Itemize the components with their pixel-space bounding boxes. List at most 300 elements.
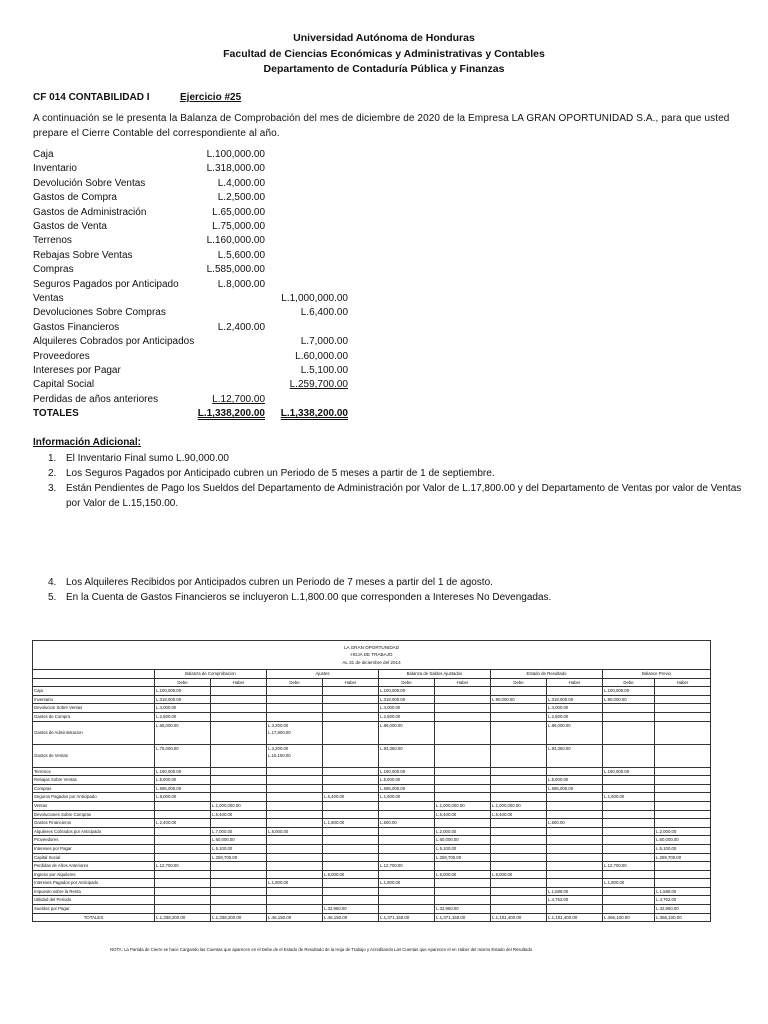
worksheet-amount: L.585,000.00: [379, 784, 435, 793]
worksheet-amount: L.60,000.00: [435, 836, 491, 845]
worksheet-amount: L.12,700.00: [603, 862, 655, 871]
worksheet-amount: [379, 853, 435, 862]
worksheet-amount: [547, 836, 603, 845]
worksheet-amount: [547, 801, 603, 810]
worksheet-total-amount: L.366,100.00: [655, 913, 711, 922]
worksheet-amount: [491, 712, 547, 721]
worksheet-amount: [655, 721, 711, 744]
worksheet-amount: [323, 767, 379, 776]
worksheet-amount: [547, 810, 603, 819]
worksheet-account: Capital Social: [33, 853, 155, 862]
worksheet-row: [33, 836, 711, 845]
worksheet-amount: [323, 704, 379, 713]
worksheet-amount: [211, 784, 267, 793]
worksheet-subheader: Debe: [603, 678, 655, 687]
debit-amount: L.8,000.00: [217, 278, 265, 290]
worksheet-group-header: Ajustes: [267, 670, 379, 679]
worksheet-amount: [379, 827, 435, 836]
totals-label: TOTALES: [33, 408, 79, 420]
account-name: Caja: [33, 149, 54, 160]
info-number: 1.: [48, 453, 57, 464]
worksheet-subheader: Debe: [155, 678, 211, 687]
worksheet-amount: [211, 695, 267, 704]
worksheet-amount: [655, 793, 711, 802]
worksheet-account: Utilidad del Periodo: [33, 896, 155, 905]
worksheet-group-header: Balance Previo: [603, 670, 711, 679]
worksheet-amount: [603, 905, 655, 914]
worksheet-amount: [155, 905, 211, 914]
worksheet-amount: [655, 712, 711, 721]
additional-info-title: Información Adicional:: [33, 437, 141, 448]
worksheet-corner: [33, 678, 155, 687]
worksheet-amount: L.2,000.00: [435, 827, 491, 836]
worksheet-row: [33, 862, 711, 871]
worksheet-amount: [603, 784, 655, 793]
balance-row: [33, 264, 363, 278]
worksheet-amount: [267, 819, 323, 828]
worksheet-amount: [491, 819, 547, 828]
worksheet-amount: [435, 819, 491, 828]
worksheet-amount: [155, 870, 211, 879]
worksheet-amount: L.2,400.00: [155, 819, 211, 828]
balance-row: [33, 394, 363, 408]
info-text: En la Cuenta de Gastos Financieros se incluyeron L.1,800.00 que corresponden a Intereses No Devengadas.: [66, 592, 552, 603]
credit-amount: L.7,000.00: [300, 336, 348, 348]
worksheet-amount: L.318,000.00: [155, 695, 211, 704]
worksheet-amount: [267, 695, 323, 704]
worksheet-amount: [655, 784, 711, 793]
worksheet-amount: [547, 862, 603, 871]
worksheet-amount: L.160,000.00: [155, 767, 211, 776]
worksheet-amount: L.5,600.00: [547, 776, 603, 785]
worksheet-amount: [211, 870, 267, 879]
worksheet-amount: L.6,400.00: [323, 793, 379, 802]
worksheet-total-amount: L.1,338,200.00: [211, 913, 267, 922]
debit-amount: L.585,000.00: [206, 264, 265, 276]
worksheet-amount: L.1,600.00: [379, 793, 435, 802]
worksheet-account: Alquileres Cobrados por Anticipado: [33, 827, 155, 836]
worksheet-amount: [267, 712, 323, 721]
worksheet-amount: [655, 767, 711, 776]
exercise-number: Ejercicio #25: [180, 92, 242, 103]
debit-amount: L.75,000.00: [212, 221, 265, 232]
worksheet-amount: [655, 744, 711, 767]
worksheet-amount: L.32,950.00: [323, 905, 379, 914]
worksheet-amount: L.93,350.00: [547, 744, 603, 767]
credit-amount: L.60,000.00: [295, 350, 348, 362]
worksheet-amount: [155, 844, 211, 853]
worksheet-amount: [323, 687, 379, 696]
worksheet-amount: L.5,100.00: [655, 844, 711, 853]
worksheet-company: LA GRAN OPORTUNIDAD: [343, 644, 400, 650]
worksheet-account: Caja: [33, 687, 155, 696]
worksheet-amount: [323, 695, 379, 704]
worksheet-total-amount: L.1,101,400.00: [491, 913, 547, 922]
worksheet-amount: L.5,600.00: [155, 776, 211, 785]
account-name: Devolución Sobre Ventas: [33, 177, 146, 189]
worksheet-account: Gastos de Administracion: [33, 721, 155, 744]
worksheet-amount: [211, 776, 267, 785]
worksheet-amount: L.1,800.00: [267, 879, 323, 888]
worksheet-amount: [379, 836, 435, 845]
worksheet-total-amount: L.1,371,150.00: [379, 913, 435, 922]
worksheet-amount: [603, 801, 655, 810]
worksheet-account: Gastos de Ventas: [33, 744, 155, 767]
worksheet-account: Rebajas Sobre Ventas: [33, 776, 155, 785]
worksheet-amount: L.6,400.00: [491, 810, 547, 819]
balance-row: [33, 322, 363, 336]
worksheet-amount: [379, 870, 435, 879]
worksheet-amount: [547, 853, 603, 862]
worksheet-amount: L.93,350.00: [379, 744, 435, 767]
worksheet-amount: [155, 887, 211, 896]
worksheet-row: [33, 776, 711, 785]
worksheet-amount: [435, 712, 491, 721]
worksheet-amount: L.259,700.00: [655, 853, 711, 862]
info-number: 3.: [48, 483, 57, 494]
balance-row: [33, 178, 363, 192]
worksheet-amount: L.2,500.00: [155, 712, 211, 721]
worksheet-amount: L.585,000.00: [547, 784, 603, 793]
worksheet-amount: [491, 836, 547, 845]
worksheet-subtitle: HOJA DE TRABAJO: [350, 652, 393, 658]
worksheet-amount: [211, 862, 267, 871]
worksheet-account: Inventario: [33, 695, 155, 704]
worksheet-totals-label: TOTALES: [33, 913, 155, 922]
worksheet-amount: [323, 836, 379, 845]
worksheet-amount: [155, 853, 211, 862]
balance-total-row: [33, 408, 363, 422]
worksheet-amount: [655, 687, 711, 696]
worksheet-amount: L.4,000.00: [379, 704, 435, 713]
worksheet-row: [33, 887, 711, 896]
account-name: Compras: [33, 264, 74, 276]
worksheet-amount: [155, 896, 211, 905]
worksheet-amount: L.4,762.00: [655, 896, 711, 905]
worksheet-account: Gastos Financieros: [33, 819, 155, 828]
worksheet-amount: [491, 827, 547, 836]
university-name: Universidad Autónoma de Honduras: [293, 32, 475, 44]
worksheet-amount-line: L.3,200.00: [268, 745, 289, 751]
worksheet-amount: [323, 896, 379, 905]
worksheet-table: [32, 640, 711, 922]
worksheet-amount: L.4,762.00: [547, 896, 603, 905]
debit-amount: L.318,000.00: [206, 163, 265, 175]
debit-amount: L.100,000.00: [206, 149, 265, 160]
worksheet-account: Devoluciones Sobre Compras: [33, 810, 155, 819]
account-name: Gastos de Venta: [33, 221, 107, 232]
balance-row: [33, 351, 363, 365]
info-text: El Inventario Final sumo L.90,000.00: [66, 453, 229, 464]
worksheet-account: Terrenos: [33, 767, 155, 776]
worksheet-amount: L.60,000.00: [655, 836, 711, 845]
balance-row: [33, 149, 363, 163]
worksheet-amount: L.4,000.00: [155, 704, 211, 713]
worksheet-amount: L.1,000,000.00: [491, 801, 547, 810]
account-name: Devoluciones Sobre Compras: [33, 307, 166, 319]
credit-amount: L.5,100.00: [300, 365, 348, 376]
worksheet-amount: L.100,000.00: [155, 687, 211, 696]
worksheet-amount: [603, 844, 655, 853]
worksheet-amount: [379, 810, 435, 819]
worksheet-title: [33, 641, 711, 670]
balance-row: [33, 293, 363, 307]
worksheet-amount: [603, 827, 655, 836]
worksheet-account: Compras: [33, 784, 155, 793]
worksheet-account: Gastos de Compra: [33, 712, 155, 721]
worksheet-amount: [155, 827, 211, 836]
worksheet-group-header: Balanza de Comprobacion: [155, 670, 267, 679]
worksheet-amount: [603, 721, 655, 744]
worksheet-amount: [267, 801, 323, 810]
worksheet-row: [33, 879, 711, 888]
worksheet-amount: [267, 767, 323, 776]
worksheet-amount: [435, 862, 491, 871]
worksheet-amount: L.100,000.00: [603, 687, 655, 696]
worksheet-amount: [267, 784, 323, 793]
worksheet-amount: L.90,000.00: [491, 695, 547, 704]
worksheet-row: [33, 721, 711, 744]
worksheet-amount: [323, 862, 379, 871]
worksheet-amount: L.5,000.00: [323, 870, 379, 879]
balance-row: [33, 192, 363, 206]
account-name: Alquileres Cobrados por Anticipados: [33, 336, 195, 348]
worksheet-amount: [435, 776, 491, 785]
worksheet-amount: [211, 767, 267, 776]
account-name: Gastos de Administración: [33, 206, 147, 218]
worksheet-amount: L.32,950.00: [655, 905, 711, 914]
worksheet-amount: [435, 793, 491, 802]
worksheet-account: Seguros Pagados por Anticipado: [33, 793, 155, 802]
total-debit: L.1,338,200.00: [197, 408, 265, 420]
worksheet-subheader: Haber: [211, 678, 267, 687]
worksheet-amount: [603, 836, 655, 845]
worksheet-amount: L.6,400.00: [211, 810, 267, 819]
worksheet-amount: L.318,000.00: [379, 695, 435, 704]
worksheet-total-amount: L.46,150.00: [267, 913, 323, 922]
balance-row: [33, 250, 363, 264]
debit-amount: L.2,400.00: [217, 321, 265, 333]
debit-amount: L.160,000.00: [206, 235, 265, 247]
worksheet-total-amount: L.1,338,200.00: [155, 913, 211, 922]
info-number: 2.: [48, 468, 57, 479]
worksheet-amount: [267, 862, 323, 871]
info-number: 5.: [48, 592, 57, 603]
worksheet-row: [33, 853, 711, 862]
worksheet-amount: L.5,600.00: [379, 776, 435, 785]
worksheet-row: [33, 744, 711, 767]
worksheet-subheader: Debe: [491, 678, 547, 687]
worksheet-amount: L.60,000.00: [211, 836, 267, 845]
worksheet-amount: [491, 887, 547, 896]
balance-row: [33, 379, 363, 393]
worksheet-amount: L.8,000.00: [155, 793, 211, 802]
worksheet-amount: [267, 704, 323, 713]
worksheet-amount: [435, 721, 491, 744]
worksheet-amount: L.5,000.00: [491, 870, 547, 879]
worksheet-amount: L.12,700.00: [155, 862, 211, 871]
account-name: Inventario: [33, 163, 77, 175]
worksheet-row: [33, 827, 711, 836]
worksheet-amount: L.6,400.00: [435, 810, 491, 819]
worksheet-total-amount: L.1,371,150.00: [435, 913, 491, 922]
worksheet-note: NOTA: La Partida de Cierre se hace Cargando las Cuentas que aparecen en el Debe de el Estado de Resultado de la Hoja de Trabajo y Acreditando Las Cuentas que Aparecen el en Haber del mismo Estado del Resultado: [110, 947, 533, 952]
worksheet-amount: L.259,700.00: [211, 853, 267, 862]
worksheet-amount: [267, 687, 323, 696]
worksheet-amount: [435, 704, 491, 713]
worksheet-amount: [655, 704, 711, 713]
worksheet-account: Proveedores: [33, 836, 155, 845]
worksheet-subheader: Haber: [323, 678, 379, 687]
worksheet-amount: [547, 687, 603, 696]
worksheet-amount: [323, 784, 379, 793]
worksheet-amount: L.5,000.00: [435, 870, 491, 879]
worksheet-date: AL 31 de diciembre del 2014: [342, 659, 401, 665]
worksheet-account: Perdidas de Años Anteriores: [33, 862, 155, 871]
worksheet-amount: [211, 905, 267, 914]
worksheet-amount: [211, 793, 267, 802]
worksheet-amount: [491, 704, 547, 713]
worksheet-amount: L.4,000.00: [547, 704, 603, 713]
worksheet-amount: L.1,000,000.00: [211, 801, 267, 810]
worksheet-amount: L.2,000.00: [655, 827, 711, 836]
worksheet-amount: L.75,000.00: [155, 744, 211, 767]
worksheet-amount: L.160,000.00: [379, 767, 435, 776]
worksheet-amount: [547, 827, 603, 836]
worksheet-row: [33, 810, 711, 819]
worksheet-amount: [547, 793, 603, 802]
worksheet-account: Ingreso por Alquileres: [33, 870, 155, 879]
worksheet-amount: [211, 819, 267, 828]
debit-amount: L.65,000.00: [212, 206, 265, 218]
worksheet-row: [33, 712, 711, 721]
worksheet-amount: [603, 776, 655, 785]
worksheet-amount: [211, 744, 267, 767]
worksheet-subheader: Haber: [547, 678, 603, 687]
worksheet-account: Devolucion Sobre Ventas: [33, 704, 155, 713]
worksheet-row: [33, 905, 711, 914]
worksheet-subheader: Haber: [655, 678, 711, 687]
worksheet-amount: [267, 744, 323, 767]
worksheet-amount: L.1,800.00: [379, 879, 435, 888]
worksheet-amount: [267, 721, 323, 744]
worksheet-amount: [655, 870, 711, 879]
worksheet-row: [33, 801, 711, 810]
worksheet-amount: [323, 853, 379, 862]
worksheet-amount: [379, 896, 435, 905]
worksheet-amount: [267, 896, 323, 905]
worksheet-row: [33, 704, 711, 713]
account-name: Perdidas de años anteriores: [33, 393, 159, 405]
worksheet-amount: [435, 784, 491, 793]
worksheet-amount: [655, 695, 711, 704]
worksheet-amount: [491, 687, 547, 696]
debit-amount: L.12,700.00: [212, 393, 265, 405]
worksheet-amount: [603, 744, 655, 767]
worksheet-row: [33, 695, 711, 704]
worksheet-total-amount: L.1,101,400.00: [547, 913, 603, 922]
worksheet-amount: [267, 776, 323, 785]
worksheet-amount: [267, 836, 323, 845]
worksheet-amount: [379, 844, 435, 853]
worksheet-amount: [547, 879, 603, 888]
worksheet-amount: [155, 836, 211, 845]
account-name: Ventas: [33, 293, 64, 304]
worksheet-amount: [435, 687, 491, 696]
worksheet-amount: [547, 844, 603, 853]
account-name: Capital Social: [33, 379, 95, 391]
account-name: Rebajas Sobre Ventas: [33, 249, 133, 261]
worksheet-amount: [655, 819, 711, 828]
worksheet-amount: L.5,100.00: [435, 844, 491, 853]
worksheet-account: Ventas: [33, 801, 155, 810]
worksheet-amount: [379, 905, 435, 914]
worksheet-amount: [379, 887, 435, 896]
worksheet-amount: L.600.00: [547, 819, 603, 828]
worksheet-amount: [323, 827, 379, 836]
worksheet-amount: L.2,500.00: [547, 712, 603, 721]
worksheet-amount: [603, 819, 655, 828]
worksheet-amount: L.1,800.00: [603, 879, 655, 888]
worksheet-account: Intereses Pagados por Anticipado: [33, 879, 155, 888]
credit-amount: L.1,000,000.00: [281, 293, 348, 304]
worksheet-amount: [323, 844, 379, 853]
worksheet-amount: L.1,600.00: [603, 793, 655, 802]
worksheet-amount-line: L.3,200.00: [268, 722, 289, 728]
balance-row: [33, 307, 363, 321]
worksheet-amount: [379, 801, 435, 810]
worksheet-amount: [603, 853, 655, 862]
worksheet-group-header: Estado de Resultado: [491, 670, 603, 679]
department-name: Departamento de Contaduría Pública y Finanzas: [263, 63, 505, 75]
worksheet-amount: L.5,000.00: [267, 827, 323, 836]
worksheet-amount: L.1,588.00: [655, 887, 711, 896]
worksheet-subheader: Debe: [379, 678, 435, 687]
worksheet-row: [33, 784, 711, 793]
total-credit: L.1,338,200.00: [280, 408, 348, 420]
worksheet-amount: L.12,700.00: [379, 862, 435, 871]
worksheet-amount: [491, 776, 547, 785]
worksheet-amount: L.100,000.00: [379, 687, 435, 696]
worksheet-row: [33, 819, 711, 828]
worksheet-row: [33, 896, 711, 905]
account-name: Terrenos: [33, 235, 72, 247]
worksheet-amount: L.318,000.00: [547, 695, 603, 704]
worksheet-amount: [491, 853, 547, 862]
worksheet-amount: [435, 879, 491, 888]
balance-row: [33, 279, 363, 293]
worksheet-amount: [435, 744, 491, 767]
worksheet-subheader: Debe: [267, 678, 323, 687]
balance-row: [33, 163, 363, 177]
info-text: Están Pendientes de Pago los Sueldos del Departamento de Administración por Valor de L.17,800.00 y del Departamento de Ventas por valor de Ventas por Valor de L.15,150.00.: [66, 483, 742, 509]
worksheet-amount: [491, 744, 547, 767]
worksheet-amount: [323, 887, 379, 896]
worksheet-subheader: Haber: [435, 678, 491, 687]
worksheet-amount: [267, 844, 323, 853]
worksheet-amount: [435, 887, 491, 896]
worksheet-amount: [491, 793, 547, 802]
worksheet-amount: [211, 687, 267, 696]
worksheet-amount: [323, 810, 379, 819]
worksheet-row: [33, 870, 711, 879]
balance-row: [33, 336, 363, 350]
worksheet-amount: [491, 879, 547, 888]
worksheet-amount: L.259,700.00: [435, 853, 491, 862]
worksheet-amount: L.5,100.00: [211, 844, 267, 853]
worksheet-amount: [323, 712, 379, 721]
worksheet-amount: [267, 887, 323, 896]
